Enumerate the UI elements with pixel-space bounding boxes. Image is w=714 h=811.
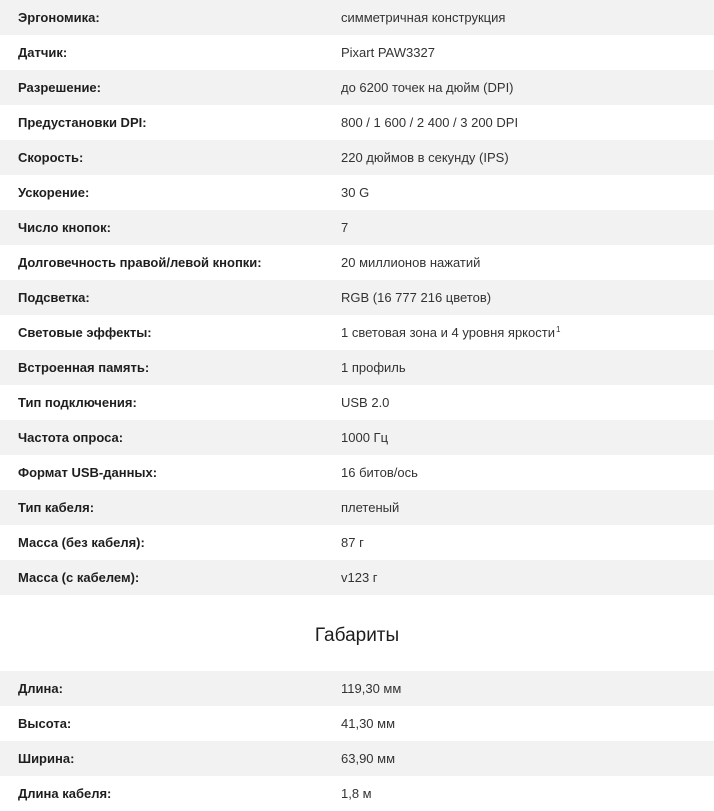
- spec-row-buttons: [0, 210, 714, 245]
- spec-label: Световые эффекты:: [18, 325, 152, 340]
- spec-value: 1000 Гц: [341, 430, 389, 445]
- spec-value: 220 дюймов в секунду (IPS): [341, 150, 509, 165]
- dimension-row-cable-length: [0, 776, 714, 811]
- spec-label: Число кнопок:: [18, 220, 111, 235]
- spec-row-speed: [0, 140, 714, 175]
- spec-row-polling-rate: [0, 420, 714, 455]
- spec-label: Тип подключения:: [18, 395, 137, 410]
- spec-value: USB 2.0: [341, 395, 390, 410]
- spec-label: Частота опроса:: [18, 430, 124, 445]
- spec-row-durability: [0, 245, 714, 280]
- dimension-row-length: [0, 671, 714, 706]
- spec-row-sensor: [0, 35, 714, 70]
- spec-value: симметричная конструкция: [341, 10, 506, 25]
- spec-label: Встроенная память:: [18, 360, 150, 375]
- spec-label: Эргономика:: [18, 10, 100, 25]
- spec-value: 20 миллионов нажатий: [341, 255, 481, 270]
- spec-value: 16 битов/ось: [341, 465, 418, 480]
- dimension-label: Ширина:: [18, 751, 75, 766]
- spec-value: 87 г: [341, 535, 364, 550]
- spec-label: Ускорение:: [18, 185, 90, 200]
- spec-value-wrapper: [341, 325, 560, 340]
- spec-row-dpi-presets: [0, 105, 714, 140]
- spec-label: Формат USB-данных:: [18, 465, 158, 480]
- spec-label: Подсветка:: [18, 290, 90, 305]
- dimension-row-width: [0, 741, 714, 776]
- spec-row-resolution: [0, 70, 714, 105]
- dimension-value: 1,8 м: [341, 786, 372, 801]
- spec-value: 30 G: [341, 185, 370, 200]
- spec-value: RGB (16 777 216 цветов): [341, 290, 492, 305]
- spec-value: v123 г: [341, 570, 378, 585]
- section-spacer: [0, 595, 714, 609]
- dimension-label: Высота:: [18, 716, 72, 731]
- spec-label: Масса (с кабелем):: [18, 570, 140, 585]
- dimension-value: 41,30 мм: [341, 716, 396, 731]
- spec-row-backlight: [0, 280, 714, 315]
- spec-value: 1 профиль: [341, 360, 406, 375]
- spec-label: Предустановки DPI:: [18, 115, 147, 130]
- spec-value: 800 / 1 600 / 2 400 / 3 200 DPI: [341, 115, 519, 130]
- spec-row-cable-type: [0, 490, 714, 525]
- footnote-marker: 1: [555, 324, 561, 334]
- spec-label: Долговечность правой/левой кнопки:: [18, 255, 262, 270]
- spec-label: Масса (без кабеля):: [18, 535, 145, 550]
- spec-row-connection: [0, 385, 714, 420]
- spec-row-memory: [0, 350, 714, 385]
- spec-row-light-effects: [0, 315, 714, 350]
- dimension-row-height: [0, 706, 714, 741]
- spec-label: Датчик:: [18, 45, 68, 60]
- dimensions-table: [0, 671, 714, 811]
- spec-label: Скорость:: [18, 150, 84, 165]
- spec-label: Разрешение:: [18, 80, 101, 95]
- spec-row-usb-format: [0, 455, 714, 490]
- spec-row-weight-with-cable: [0, 560, 714, 595]
- spec-value: 7: [341, 220, 349, 235]
- dimension-value: 63,90 мм: [341, 751, 396, 766]
- spec-row-acceleration: [0, 175, 714, 210]
- dimension-label: Длина:: [18, 681, 63, 696]
- spec-row-weight-no-cable: [0, 525, 714, 560]
- spec-value: Pixart PAW3327: [341, 45, 435, 60]
- section-gap: [0, 663, 714, 671]
- dimension-value: 119,30 мм: [341, 681, 402, 696]
- spec-value: 1 световая зона и 4 уровня яркости: [341, 325, 555, 340]
- spec-label: Тип кабеля:: [18, 500, 95, 515]
- dimensions-title: Габариты: [314, 625, 400, 646]
- dimension-label: Длина кабеля:: [18, 786, 112, 801]
- spec-value: плетеный: [341, 500, 400, 515]
- spec-value: до 6200 точек на дюйм (DPI): [341, 80, 514, 95]
- spec-row-ergonomics: [0, 0, 714, 35]
